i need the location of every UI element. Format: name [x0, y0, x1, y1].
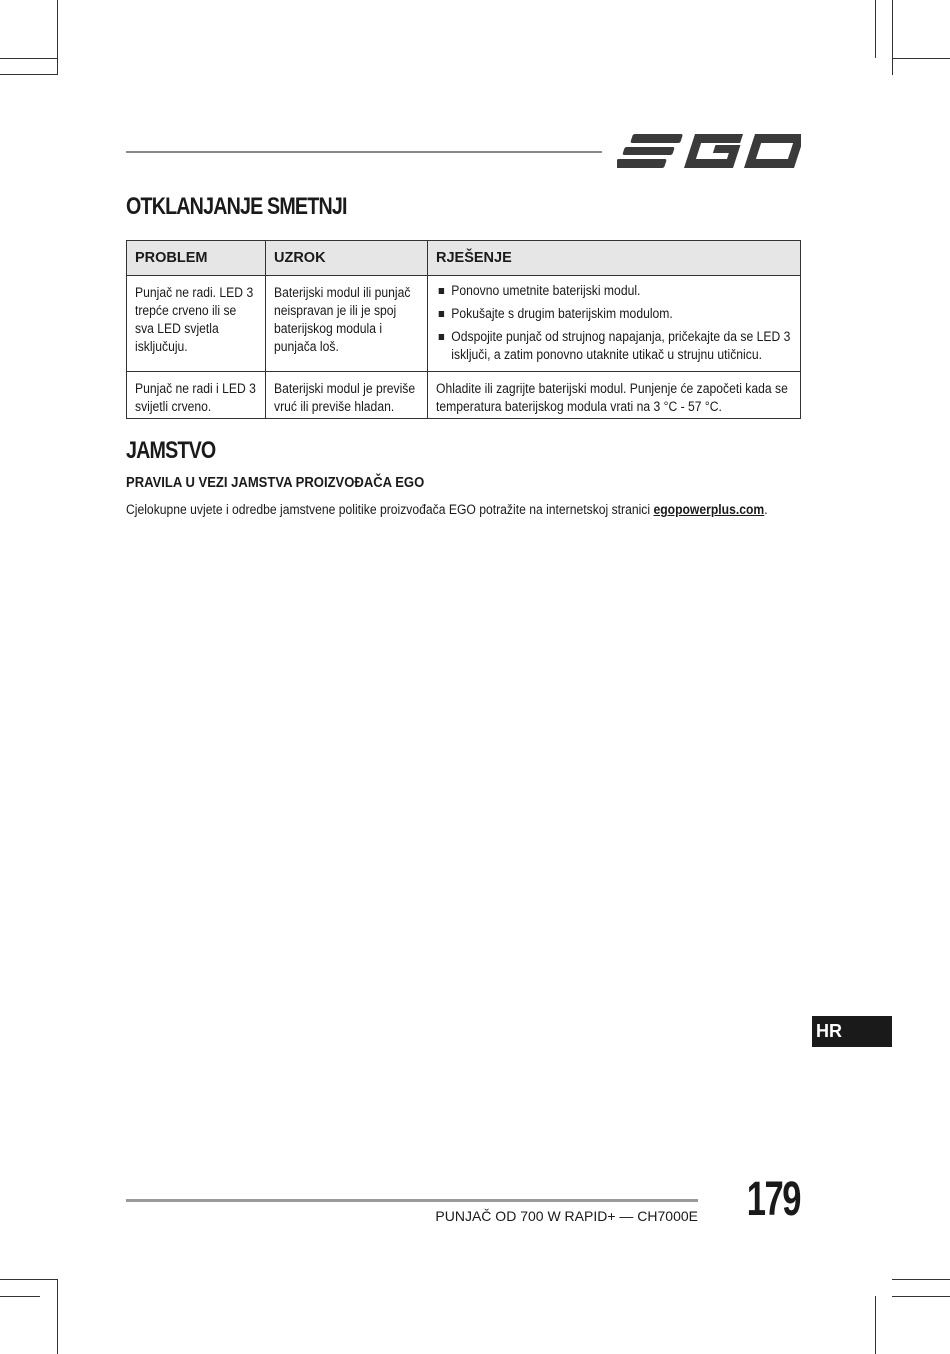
solution-item: Pokušajte s drugim baterijskim modulom. — [436, 305, 792, 323]
page-number: 179 — [746, 1173, 800, 1226]
troubleshooting-table — [126, 240, 801, 419]
solution-list — [436, 282, 792, 369]
solution-cell — [428, 276, 801, 372]
crop-mark — [892, 1279, 950, 1280]
language-tab: HR — [812, 1016, 892, 1047]
warranty-title: JAMSTVO — [126, 437, 216, 464]
footer-product-title: PUNJAČ OD 700 W RAPID+ — CH7000E — [435, 1208, 698, 1224]
crop-mark — [0, 58, 58, 59]
crop-mark — [57, 1279, 58, 1354]
cause-cell: Baterijski modul ili punjač neispravan je ili je spoj baterijskog modula i punjača loš. — [266, 276, 428, 372]
column-header-cause: UZROK — [266, 241, 428, 276]
table-row — [127, 372, 801, 419]
footer-rule — [126, 1199, 698, 1202]
column-header-problem: PROBLEM — [127, 241, 266, 276]
problem-cell: Punjač ne radi. LED 3 trepće crveno ili se sva LED svjetla isključuju. — [127, 276, 266, 372]
crop-mark — [892, 0, 893, 75]
crop-mark — [875, 0, 876, 58]
solution-item: Ponovno umetnite baterijski modul. — [436, 282, 792, 300]
troubleshooting-title: OTKLANJANJE SMETNJI — [126, 193, 347, 220]
column-header-solution: RJEŠENJE — [428, 241, 801, 276]
crop-mark — [892, 1296, 950, 1297]
crop-mark — [0, 74, 58, 75]
crop-mark — [0, 1279, 58, 1280]
crop-mark — [57, 0, 58, 75]
solution-cell: Ohladite ili zagrijte baterijski modul. Punjenje će započeti kada se temperatura baterijskog modula vrati na 3 °C - 57 °C. — [428, 372, 801, 419]
crop-mark — [892, 58, 950, 59]
table-header-row — [127, 241, 801, 276]
header-rule — [126, 151, 602, 153]
crop-mark — [0, 1296, 40, 1297]
table-row — [127, 276, 801, 372]
cause-cell: Baterijski modul je previše vruć ili previše hladan. — [266, 372, 428, 419]
solution-item: Odspojite punjač od strujnog napajanja, pričekajte da se LED 3 isključi, a zatim ponovno utaknite utikač u strujnu utičnicu. — [436, 328, 792, 364]
problem-cell: Punjač ne radi i LED 3 svijetli crveno. — [127, 372, 266, 419]
warranty-text: Cjelokupne uvjete i odredbe jamstvene politike proizvođača EGO potražite na internetskoj stranici egopowerplus.com. — [126, 502, 768, 517]
crop-mark — [875, 1296, 876, 1354]
warranty-link[interactable]: egopowerplus.com — [653, 502, 765, 517]
warranty-subtitle: PRAVILA U VEZI JAMSTVA PROIZVOĐAČA EGO — [126, 475, 425, 491]
ego-logo — [617, 128, 801, 174]
